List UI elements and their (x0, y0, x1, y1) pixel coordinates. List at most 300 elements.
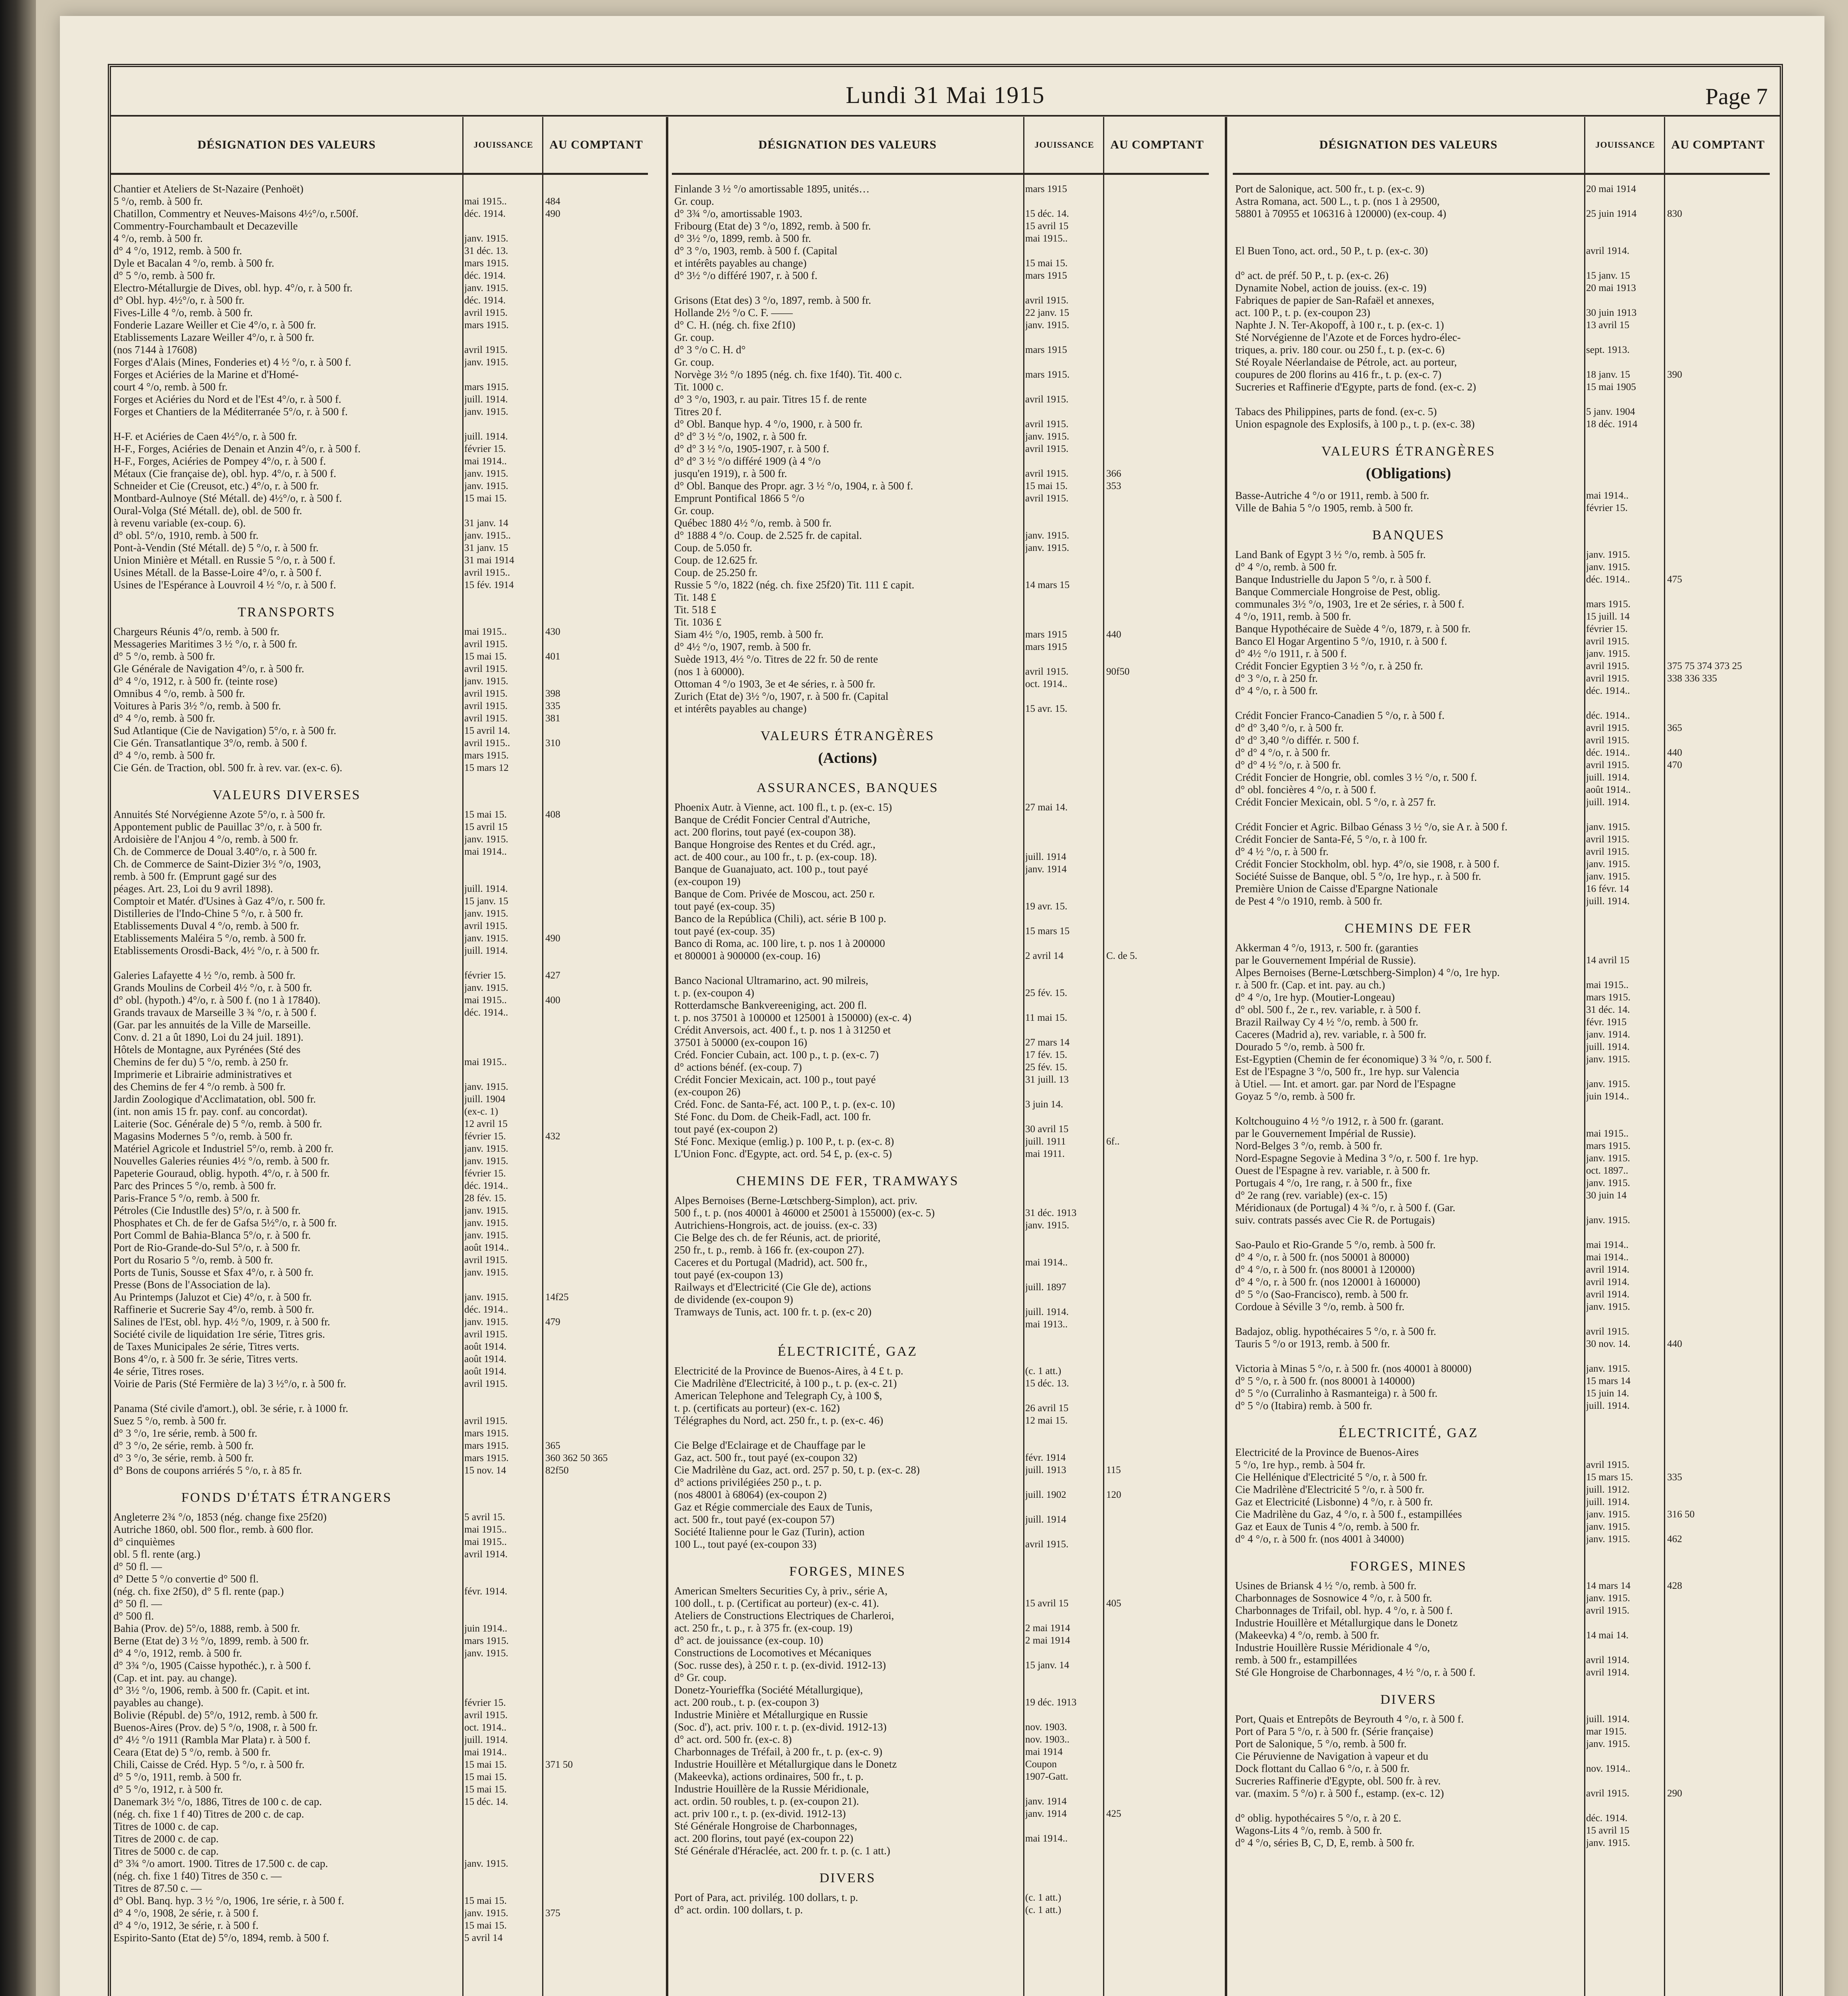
security-name: Tauris 5 °/o or 1913, remb. à 500 fr. (1235, 1338, 1390, 1350)
jouissance-date: avril 1914. (1586, 1264, 1630, 1275)
security-name: Etablissements Maléira 5 °/o, remb. à 500 fr. (113, 932, 307, 944)
cash-price: 400 (545, 995, 561, 1006)
jouissance-date: avril 1914. (1586, 1289, 1630, 1300)
jouissance-date: avril 1915. (1586, 1326, 1630, 1337)
security-name: Constructions de Locomotives et Mécaniques (674, 1647, 872, 1659)
jouissance-date: 15 avril 14. (464, 725, 510, 736)
security-name: Port de Salonique, 5 °/o, remb. à 500 fr. (1235, 1738, 1407, 1750)
security-row (672, 245, 1209, 257)
security-name: Est-Egyptien (Chemin de fer économique) 3 ¾ °/o, r. 500 f. (1235, 1053, 1492, 1065)
security-row (111, 762, 648, 774)
security-name: Presse (Bons de l'Association de la). (113, 1279, 271, 1291)
security-row (1233, 257, 1770, 269)
security-row (1233, 1152, 1770, 1164)
security-name: Jardin Zoologique d'Acclimatation, obl. 500 fr. (113, 1093, 316, 1105)
jouissance-date: avril 1915. (464, 1329, 508, 1340)
cash-price: 365 (1667, 723, 1682, 733)
security-name: Electricité de la Province de Buenos-Aires (1235, 1446, 1419, 1458)
security-name: d° 3¾ °/o amort. 1900. Titres de 17.500 c. de cap. (113, 1857, 328, 1869)
security-name: Tit. 1000 c. (674, 381, 724, 393)
security-name: d° 4 °/o, 1912, remb. à 500 fr. (113, 245, 242, 257)
jouissance-date: 15 nov. 14 (464, 1465, 506, 1476)
security-name: Titres 20 f. (674, 406, 722, 418)
security-name: à revenu variable (ex-coup. 6). (113, 517, 246, 529)
security-name: (int. non amis 15 fr. pay. conf. au concordat). (113, 1105, 308, 1117)
security-name: Ateliers de Constructions Electriques de Charleroi, (674, 1610, 894, 1622)
section-heading: VALEURS ÉTRANGÈRES (1321, 444, 1495, 459)
security-row (672, 1451, 1209, 1464)
security-name: Créd. Foncier Cubain, act. 100 p., t. p. (ex-c. 7) (674, 1049, 879, 1061)
column-2 (672, 117, 1209, 1996)
security-name: Laiterie (Soc. Générale de) 5 °/o, remb. à 500 fr. (113, 1118, 322, 1130)
security-row (111, 1907, 648, 1919)
jouissance-date: juill. 1902 (1025, 1489, 1066, 1500)
security-name: Galeries Lafayette 4 ½ °/o, remb. à 500 fr. (113, 969, 296, 981)
security-name: triques, a. priv. 180 cour. ou 250 f., t. p. (ex-c. 6) (1235, 344, 1445, 356)
security-name: Etablissements Duval 4 °/o, remb. à 500 fr. (113, 920, 299, 932)
security-name: d° 3¾ °/o, amortissable 1903. (674, 208, 802, 220)
security-row (111, 443, 648, 455)
security-name: Banque Hongroise des Rentes et du Créd. agr., (674, 838, 875, 850)
jouissance-date: 15 mai 15. (464, 1784, 507, 1795)
jouissance-date: févr. 1915 (1586, 1017, 1627, 1028)
security-row (111, 1808, 648, 1820)
security-row (672, 1012, 1209, 1024)
jouissance-date: 16 févr. 14 (1586, 883, 1629, 894)
security-name: Usines de Briansk 4 ½ °/o, remb. à 500 fr. (1235, 1580, 1416, 1592)
security-row (1233, 1004, 1770, 1016)
security-name: d° 3 °/o, 2e série, remb. à 500 fr. (113, 1440, 254, 1451)
jouissance-date: 5 avril 15. (464, 1512, 505, 1523)
security-name: d° 4 ½ °/o, r. à 500 fr. (1235, 846, 1329, 857)
security-name: Cie Hellénique d'Electricité 5 °/o, r. à 500 fr. (1235, 1471, 1428, 1483)
security-name: Usines Métall. de la Basse-Loire 4°/o, r. à 500 f. (113, 566, 322, 578)
security-row (672, 1318, 1209, 1331)
security-row (672, 641, 1209, 653)
security-row (1233, 232, 1770, 245)
jouissance-date: mai 1915.. (464, 1057, 507, 1067)
security-row (111, 1068, 648, 1081)
jouissance-date: janv. 1915. (1586, 871, 1630, 882)
security-row (672, 999, 1209, 1012)
security-row (672, 381, 1209, 393)
security-name: d° 5 °/o (Sao-Francisco), remb. à 500 fr. (1235, 1288, 1408, 1300)
security-name: d° 3½ °/o différé 1907, r. à 500 f. (674, 269, 818, 281)
section-heading: ÉLECTRICITÉ, GAZ (1338, 1426, 1479, 1440)
cash-price: C. de 5. (1106, 950, 1137, 961)
security-row (1233, 1313, 1770, 1325)
security-row (672, 1733, 1209, 1746)
security-name: Autrichiens-Hongrois, act. de jouiss. (ex-c. 33) (674, 1219, 877, 1231)
security-row (672, 467, 1209, 480)
security-name: Banque Commerciale Hongroise de Pest, oblig. (1235, 586, 1440, 598)
security-row (111, 1895, 648, 1907)
security-name: d° 4 °/o, remb. à 500 fr. (1235, 561, 1337, 573)
cash-price: 405 (1106, 1598, 1121, 1609)
jouissance-date: mars 1915 (1025, 642, 1067, 652)
security-name: Annuités Sté Norvégienne Azote 5°/o, r. à 500 fr. (113, 808, 325, 820)
security-row (111, 1845, 648, 1857)
security-row (111, 282, 648, 294)
security-name: Nouvelles Galeries réunies 4½ °/o, remb. à 500 fr. (113, 1155, 330, 1167)
cash-price: 462 (1667, 1534, 1682, 1545)
security-name: Titres de 5000 c. de cap. (113, 1845, 219, 1857)
security-name: Crédit Foncier et Agric. Bilbao Génass 3 ½ °/o, sie A r. à 500 f. (1235, 821, 1507, 833)
jouissance-date: 1907-Gatt. (1025, 1771, 1068, 1782)
jouissance-date: avril 1915. (464, 688, 508, 699)
security-row (672, 875, 1209, 888)
security-name: Tit. 1036 £ (674, 616, 722, 628)
security-row (111, 1857, 648, 1870)
security-row (672, 208, 1209, 220)
jouissance-header: JOUISSANCE (1584, 117, 1665, 173)
security-name: Chili, Caisse de Créd. Hyp. 5 °/o, r. à 500 fr. (113, 1758, 305, 1770)
security-name: d° 3¾ °/o, 1905 (Caisse hypothéc.), r. à 500 f. (113, 1659, 311, 1671)
jouissance-date: avril 1915. (1586, 1605, 1630, 1616)
jouissance-date: mars 1915 (1025, 345, 1067, 355)
security-row (672, 1647, 1209, 1659)
security-name: Créd. Fonc. de Santa-Fé, act. 100 P., t. p. (ex-c. 10) (674, 1098, 895, 1110)
security-row (111, 1709, 648, 1721)
jouissance-date: 28 fév. 15. (464, 1193, 507, 1204)
security-name: Fribourg (Etat de) 3 °/o, 1892, remb. à 500 fr. (674, 220, 871, 232)
security-row (1233, 1400, 1770, 1412)
jouissance-date: juill. 1914 (1025, 851, 1066, 862)
security-row (672, 368, 1209, 381)
security-name: Tramways de Tunis, act. 100 fr. t. p. (ex-c 20) (674, 1306, 872, 1318)
jouissance-date: août 1914. (464, 1366, 507, 1377)
security-row (111, 1365, 648, 1378)
security-row (111, 356, 648, 368)
security-row (672, 1891, 1209, 1904)
security-row (672, 1256, 1209, 1269)
security-name: Caceres (Madrid a), rev. variable, r. à 500 fr. (1235, 1028, 1426, 1040)
jouissance-date: janv. 1915. (464, 908, 509, 919)
jouissance-date: (c. 1 att.) (1025, 1892, 1062, 1903)
security-row (111, 368, 648, 381)
security-name: Banco Nacional Ultramarino, act. 90 milreis, (674, 974, 868, 986)
security-name: Badajoz, oblig. hypothécaires 5 °/o, r. à 500 fr. (1235, 1325, 1436, 1337)
security-name: (Makeevka) 4 °/o, remb. à 500 fr. (1235, 1629, 1379, 1641)
security-row (111, 1919, 648, 1932)
jouissance-date: 15 avr. 15. (1025, 703, 1068, 714)
security-row (111, 1659, 648, 1672)
jouissance-date: déc. 1914. (1586, 1813, 1628, 1824)
security-row (672, 913, 1209, 925)
cash-price: 398 (545, 688, 561, 699)
security-name: d° 4½ °/o 1911 (Rambla Mar Plata) r. à 500 f. (113, 1734, 311, 1746)
security-row (672, 1135, 1209, 1148)
security-name: d° d° 4 ½ °/o, r. à 500 fr. (1235, 759, 1341, 771)
column-separator (666, 117, 668, 1996)
security-row (672, 1390, 1209, 1402)
jouissance-date: janv. 1915. (1586, 1079, 1630, 1089)
security-row (1233, 368, 1770, 381)
security-row (1233, 319, 1770, 331)
security-name: Comptoir et Matér. d'Usines à Gaz 4°/o, r. 500 fr. (113, 895, 325, 907)
security-name: d° Obl. Banque des Propr. agr. 3 ½ °/o, 1904, r. à 500 f. (674, 480, 913, 492)
security-row (111, 1746, 648, 1758)
security-name: Victoria à Minas 5 °/o, r. à 500 fr. (nos 40001 à 80000) (1235, 1362, 1472, 1374)
cash-price: 371 50 (545, 1759, 573, 1770)
jouissance-date: mai 1915.. (464, 1524, 507, 1535)
security-name: Cie Gén. Transatlantique 3°/o, remb. à 500 f. (113, 737, 307, 749)
security-name: Industrie Houillère de la Russie Méridionale, (674, 1783, 869, 1795)
security-name: de Taxes Municipales 2e série, Titres verts. (113, 1341, 299, 1352)
security-row (672, 566, 1209, 579)
security-name: act. 250 fr., t. p., r. à 375 fr. (ex-coup. 19) (674, 1622, 853, 1634)
jouissance-date: 14 mars 15 (1025, 580, 1070, 590)
security-name: Tit. 148 £ (674, 591, 716, 603)
jouissance-date: 14 mai 14. (1586, 1630, 1629, 1641)
security-name: Cie Belge des ch. de fer Réunis, act. de priorité, (674, 1232, 881, 1244)
security-row (672, 1086, 1209, 1098)
security-row (672, 307, 1209, 319)
security-row (111, 870, 648, 883)
jouissance-date: 30 juin 14 (1586, 1190, 1627, 1201)
jouissance-date: janv. 1915. (464, 834, 509, 845)
security-row (1233, 1338, 1770, 1350)
security-name: court 4 °/o, remb. à 500 fr. (113, 381, 228, 393)
security-row (111, 1081, 648, 1093)
security-row (672, 814, 1209, 826)
security-row (111, 650, 648, 663)
jouissance-date: janv. 1914 (1025, 1808, 1067, 1819)
security-row (672, 1746, 1209, 1758)
security-name: Crédit Anversois, act. 400 f., t. p. nos 1 à 31250 et (674, 1024, 891, 1036)
security-name: 58801 à 70955 et 106316 à 120000) (ex-coup. 4) (1235, 208, 1446, 220)
jouissance-date: avril 1915. (1586, 1459, 1630, 1470)
jouissance-date: avril 1915. (464, 921, 508, 931)
security-name: Electro-Métallurgie de Dives, obl. hyp. 4°/o, r. à 500 fr. (113, 282, 353, 294)
security-row (111, 554, 648, 566)
jouissance-date: avril 1915. (464, 663, 508, 674)
jouissance-date: 31 mai 1914 (464, 555, 514, 566)
comptant-header: AU COMPTANT (1664, 117, 1770, 173)
security-name: Ottoman 4 °/o 1903, 3e et 4e séries, r. à 500 fr. (674, 678, 875, 690)
jouissance-date: avril 1915. (1025, 1539, 1069, 1550)
security-row (1233, 269, 1770, 282)
jouissance-date: janv. 1915. (464, 468, 509, 479)
cash-price: 390 (1667, 369, 1682, 380)
security-name: Au Printemps (Jaluzot et Cie) 4°/o, r. à 500 fr. (113, 1291, 312, 1303)
jouissance-date: janv. 1915. (1586, 1509, 1630, 1520)
security-row (672, 863, 1209, 875)
security-row (111, 393, 648, 406)
security-row (111, 1279, 648, 1291)
cash-price: 365 (545, 1440, 561, 1451)
security-name: d° 3 °/o, 1re série, remb. à 500 fr. (113, 1427, 257, 1439)
security-name: t. p. (ex-coupon 4) (674, 987, 755, 999)
security-row (111, 1266, 648, 1279)
jouissance-date: mars 1915 (1025, 270, 1067, 281)
security-name: Basse-Autriche 4 °/o or 1911, remb. à 500 fr. (1235, 489, 1429, 501)
security-name: (ex-coupon 19) (674, 875, 741, 887)
jouissance-date: 15 avril 15 (464, 822, 508, 832)
security-row (111, 749, 648, 762)
security-row (111, 1672, 648, 1684)
security-row (111, 1242, 648, 1254)
jouissance-date: janv. 1914 (1025, 1796, 1067, 1807)
jouissance-date: juill. 1911 (1025, 1136, 1066, 1147)
security-row (672, 826, 1209, 838)
column-3 (1233, 117, 1770, 1996)
security-name: Pont-à-Vendin (Sté Métall. de) 5 °/o, r. à 500 fr. (113, 542, 319, 554)
page-header (111, 67, 1780, 115)
security-row (1233, 586, 1770, 598)
security-row (111, 492, 648, 505)
security-row (111, 505, 648, 517)
security-name: Banque de Com. Privée de Moscou, act. 250 r. (674, 888, 875, 900)
jouissance-date: janv. 1915. (1025, 530, 1070, 541)
jouissance-date: 12 avril 15 (464, 1119, 508, 1129)
jouissance-date: janv. 1915. (464, 1317, 509, 1327)
security-name: d° 5 °/o (Itabira) remb. à 500 fr. (1235, 1400, 1373, 1412)
security-name: 5 °/o, remb. à 500 fr. (113, 195, 203, 207)
security-row (1233, 1053, 1770, 1065)
security-name: Charbonnages de Trifail, obl. hyp. 4 °/o, r. à 500 f. (1235, 1604, 1453, 1616)
jouissance-date: août 1914.. (464, 1242, 509, 1253)
security-row (111, 1870, 648, 1882)
security-row (1233, 846, 1770, 858)
security-row (672, 950, 1209, 962)
security-row (111, 245, 648, 257)
security-row (1233, 1521, 1770, 1533)
security-row (111, 1771, 648, 1783)
jouissance-date: janv. 1915. (464, 1648, 509, 1659)
security-name: Grands Moulins de Corbeil 4½ °/o, r. à 500 fr. (113, 982, 312, 994)
security-row (111, 1328, 648, 1341)
security-row (1233, 1189, 1770, 1202)
security-row (111, 1585, 648, 1598)
jouissance-date: juill. 1914. (1025, 1307, 1069, 1317)
jouissance-date: 18 déc. 1914 (1586, 419, 1638, 430)
issue-date: Lundi 31 Mai 1915 (846, 82, 1045, 108)
jouissance-date: 15 mars 15. (1586, 1472, 1633, 1483)
jouissance-date: 15 déc. 13. (1025, 1378, 1069, 1389)
security-row (111, 517, 648, 529)
jouissance-date: janv. 1915. (1025, 320, 1070, 331)
jouissance-date: avril 1915. (1586, 661, 1630, 671)
security-name: Dyle et Bacalan 4 °/o, remb. à 500 fr. (113, 257, 274, 269)
security-row (1233, 1350, 1770, 1362)
security-row (111, 737, 648, 749)
security-name: Oural-Volga (Sté Métall. de), obl. de 500 fr. (113, 505, 302, 517)
security-row (111, 846, 648, 858)
security-name: Gaz, act. 500 fr., tout payé (ex-coupon 32) (674, 1451, 858, 1463)
security-name: Angleterre 2¾ °/o, 1853 (nég. change fixe 25f20) (113, 1511, 327, 1523)
security-row (672, 1832, 1209, 1845)
cash-price: 335 (1667, 1472, 1682, 1483)
security-name: d° 4 °/o, remb. à 500 fr. (113, 712, 215, 724)
subsection-heading: (Actions) (818, 750, 877, 766)
security-row (111, 1229, 648, 1242)
jouissance-date: avril 1915. (1025, 468, 1069, 479)
jouissance-date: 5 janv. 1904 (1586, 406, 1635, 417)
security-name: et intérêts payables au change) (674, 703, 807, 715)
security-name: Norvège 3½ °/o 1895 (nég. ch. fixe 1f40). Tit. 400 c. (674, 368, 902, 380)
security-name: d° obl. (hypoth.) 4°/o, r. à 500 f. (no 1 à 17840). (113, 994, 321, 1006)
security-row (1233, 771, 1770, 784)
jouissance-date: juin 1914.. (1586, 1091, 1629, 1102)
security-name: 250 fr., t. p., remb. à 166 fr. (ex-coupon 27). (674, 1244, 865, 1256)
security-name: d° 1888 4 °/o. Coup. de 2.525 fr. de capital. (674, 529, 862, 541)
security-row (1233, 418, 1770, 430)
security-name: remb. à 500 fr., estampillées (1235, 1654, 1357, 1666)
cash-price: 381 (545, 713, 561, 724)
jouissance-date: 15 mai 15. (464, 1920, 507, 1931)
jouissance-date: janv. 1915. (464, 357, 509, 368)
security-name: d° Obl. hyp. 4½°/o, r. à 500 fr. (113, 294, 245, 306)
security-row (1233, 709, 1770, 722)
security-row (1233, 208, 1770, 220)
cash-price: 428 (1667, 1580, 1682, 1591)
jouissance-date: 30 juin 1913 (1586, 307, 1637, 318)
jouissance-date: juill. 1914. (1586, 1714, 1630, 1725)
security-name: Ceara (Etat de) 5 °/o, remb. à 500 fr. (113, 1746, 271, 1758)
jouissance-date: mai 1914.. (1025, 1833, 1068, 1844)
cash-price: 408 (545, 809, 561, 820)
jouissance-date: février 15. (464, 1168, 506, 1179)
security-row (111, 1019, 648, 1031)
jouissance-date: janv. 1915. (464, 1858, 509, 1869)
jouissance-date: mai 1914.. (464, 1747, 507, 1758)
section-heading: BANQUES (1372, 528, 1445, 543)
security-row (111, 1217, 648, 1229)
security-name: Nord-Espagne Segovie à Medina 3 °/o, r. 500 f. 1re hyp. (1235, 1152, 1479, 1164)
jouissance-date: janv. 1915. (1025, 543, 1070, 553)
security-row (111, 344, 648, 356)
column-header (1233, 117, 1770, 175)
security-name: et 800001 à 900000 (ex-coup. 16) (674, 950, 820, 962)
security-name: Port of Para 5 °/o, r. à 500 fr. (Série française) (1235, 1725, 1433, 1737)
security-row (1233, 195, 1770, 208)
security-row (111, 1118, 648, 1130)
jouissance-date: avril 1915. (1586, 760, 1630, 770)
jouissance-date: avril 1915. (1025, 394, 1069, 405)
security-name: L'Union Fonc. d'Egypte, act. ord. 54 £, p. (ex-c. 5) (674, 1148, 892, 1160)
jouissance-date: avril 1915. (1586, 735, 1630, 746)
listing-body (111, 175, 648, 1944)
jouissance-date: avril 1914. (1586, 246, 1630, 256)
security-name: t. p. nos 37501 à 100000 et 125001 à 150000) (ex-c. 4) (674, 1012, 911, 1024)
security-name: Fives-Lille 4 °/o, remb. à 500 fr. (113, 307, 253, 319)
security-name: Tabacs des Philippines, parts de fond. (ex-c. 5) (1235, 406, 1437, 418)
jouissance-date: avril 1915. (1586, 1788, 1630, 1799)
page-number: Page 7 (1705, 83, 1768, 109)
jouissance-date: Coupon (1025, 1759, 1057, 1770)
security-name: obl. 5 fl. rente (arg.) (113, 1548, 200, 1560)
security-row (1233, 784, 1770, 796)
security-row (1233, 685, 1770, 697)
security-name: (Gar. par les annuités de la Ville de Marseille. (113, 1019, 311, 1031)
security-name: Omnibus 4 °/o, remb. à 500 fr. (113, 687, 245, 699)
security-name: Crédit Foncier de Santa-Fé, 5 °/o, r. à 100 fr. (1235, 833, 1427, 845)
security-row (1233, 1483, 1770, 1496)
column-1 (111, 117, 648, 1996)
security-name: 5 °/o, 1re hyp., remb. à 504 fr. (1235, 1459, 1365, 1471)
security-name: d° 4 °/o, r. à 500 fr. (nos 4001 à 34000) (1235, 1533, 1404, 1545)
jouissance-date: oct. 1914.. (1025, 679, 1068, 689)
security-name: d° d° 3 ½ °/o, 1905-1907, r. à 500 f. (674, 443, 829, 455)
security-row (1233, 1016, 1770, 1028)
security-row (1233, 1103, 1770, 1115)
section-heading: ÉLECTRICITÉ, GAZ (777, 1344, 918, 1359)
jouissance-date: janv. 1915.. (464, 530, 511, 541)
security-row (1233, 610, 1770, 623)
security-name: Banque Hypothécaire de Suède 4 °/o, 1879, r. à 500 fr. (1235, 623, 1471, 635)
comptant-header: AU COMPTANT (542, 117, 648, 173)
